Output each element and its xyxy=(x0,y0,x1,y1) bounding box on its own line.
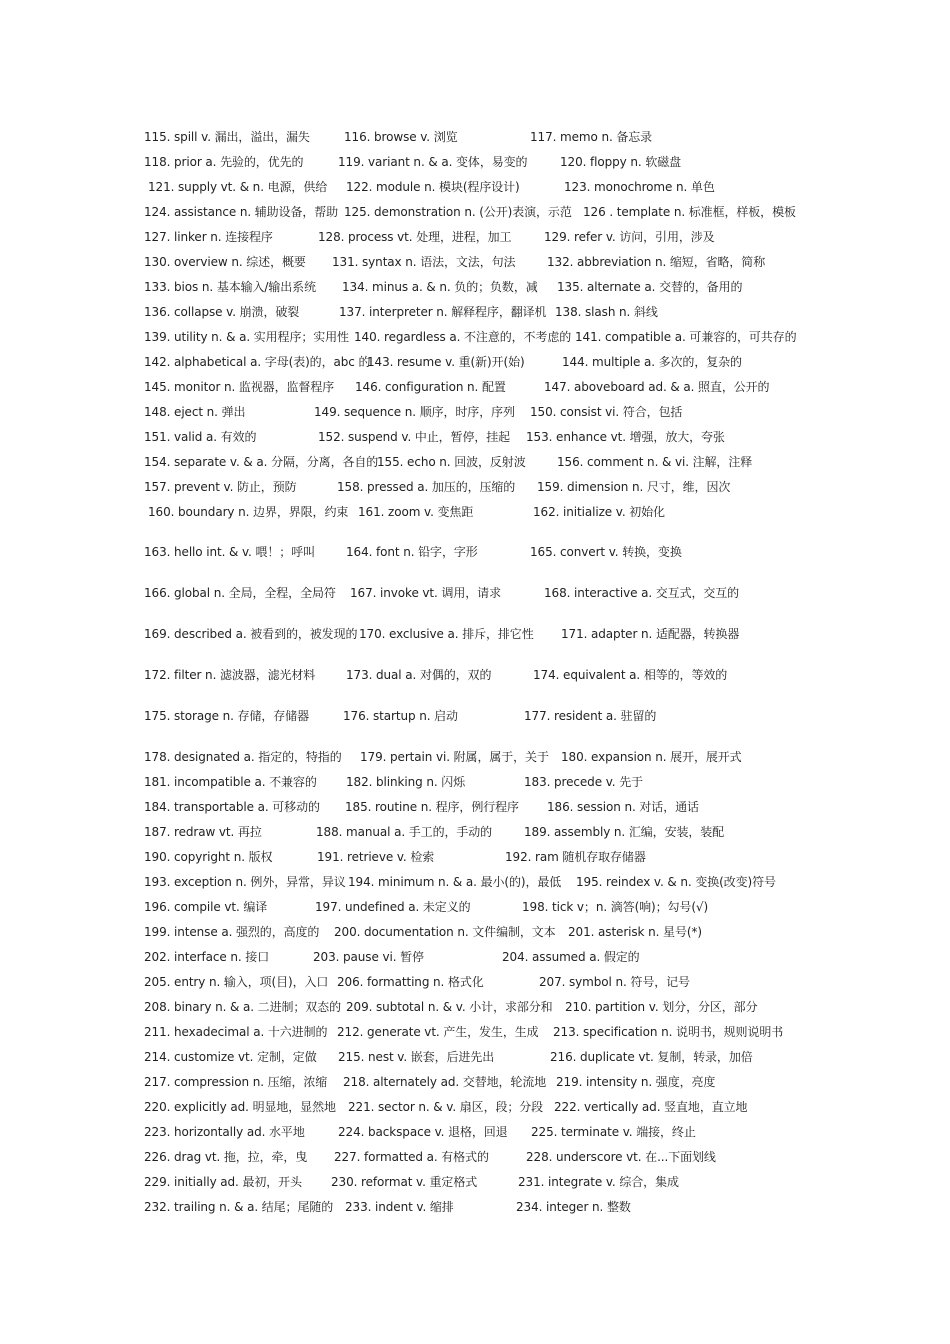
vocab-entry: 225. terminate v. 端接，终止 xyxy=(531,1125,696,1139)
vocab-line xyxy=(0,822,950,842)
vocab-entry: 134. minus a. & n. 负的；负数，减 xyxy=(342,280,538,294)
vocab-line xyxy=(0,452,950,472)
vocab-entry: 182. blinking n. 闪烁 xyxy=(346,775,466,789)
vocab-line xyxy=(0,1197,950,1217)
vocab-entry: 194. minimum n. & a. 最小(的)，最低 xyxy=(348,875,562,889)
vocab-entry: 125. demonstration n. (公开)表演，示范 xyxy=(344,205,572,219)
vocab-entry: 181. incompatible a. 不兼容的 xyxy=(144,775,317,789)
vocab-entry: 190. copyright n. 版权 xyxy=(144,850,273,864)
vocab-line xyxy=(0,302,950,322)
vocab-entry: 218. alternately ad. 交替地，轮流地 xyxy=(343,1075,547,1089)
vocab-entry: 229. initially ad. 最初，开头 xyxy=(144,1175,302,1189)
vocab-entry: 132. abbreviation n. 缩短，省略，简称 xyxy=(547,255,766,269)
vocab-entry: 180. expansion n. 展开，展开式 xyxy=(561,750,742,764)
vocab-entry: 139. utility n. & a. 实用程序；实用性 xyxy=(144,330,349,344)
vocab-entry: 228. underscore vt. 在...下面划线 xyxy=(526,1150,716,1164)
vocab-entry: 150. consist vi. 符合，包括 xyxy=(530,405,683,419)
vocab-line xyxy=(0,706,950,726)
vocab-entry: 216. duplicate vt. 复制，转录，加倍 xyxy=(550,1050,753,1064)
vocab-entry: 219. intensity n. 强度，亮度 xyxy=(556,1075,716,1089)
vocab-entry: 162. initialize v. 初始化 xyxy=(533,505,665,519)
vocab-entry: 195. reindex v. & n. 变换(改变)符号 xyxy=(576,875,776,889)
vocab-entry: 144. multiple a. 多次的，复杂的 xyxy=(562,355,742,369)
vocab-line xyxy=(0,252,950,272)
vocab-line xyxy=(0,502,950,522)
vocab-line xyxy=(0,872,950,892)
vocab-entry: 157. prevent v. 防止，预防 xyxy=(144,480,297,494)
vocab-entry: 196. compile vt. 编译 xyxy=(144,900,268,914)
vocab-line xyxy=(0,1147,950,1167)
vocab-entry: 156. comment n. & vi. 注解，注释 xyxy=(557,455,753,469)
vocab-entry: 148. eject n. 弹出 xyxy=(144,405,246,419)
vocab-entry: 222. vertically ad. 竖直地，直立地 xyxy=(554,1100,748,1114)
vocab-entry: 204. assumed a. 假定的 xyxy=(502,950,640,964)
vocab-line xyxy=(0,583,950,603)
vocab-entry: 193. exception n. 例外，异常，异议 xyxy=(144,875,346,889)
vocab-entry: 145. monitor n. 监视器，监督程序 xyxy=(144,380,335,394)
vocab-entry: 153. enhance vt. 增强，放大，夸张 xyxy=(526,430,725,444)
vocab-entry: 135. alternate a. 交替的，备用的 xyxy=(557,280,743,294)
vocab-line xyxy=(0,1022,950,1042)
vocab-line xyxy=(0,477,950,497)
vocab-entry: 211. hexadecimal a. 十六进制的 xyxy=(144,1025,328,1039)
vocab-entry: 116. browse v. 浏览 xyxy=(344,130,458,144)
vocab-line xyxy=(0,202,950,222)
vocab-entry: 117. memo n. 备忘录 xyxy=(530,130,653,144)
vocab-entry: 140. regardless a. 不注意的，不考虑的 xyxy=(354,330,572,344)
vocab-entry: 172. filter n. 滤波器，滤光材料 xyxy=(144,668,316,682)
vocab-entry: 130. overview n. 综述，概要 xyxy=(144,255,306,269)
vocab-entry: 128. process vt. 处理，进程，加工 xyxy=(318,230,512,244)
vocab-entry: 207. symbol n. 符号，记号 xyxy=(539,975,690,989)
vocab-entry: 129. refer v. 访问，引用，涉及 xyxy=(544,230,715,244)
vocab-line xyxy=(0,352,950,372)
vocab-entry: 231. integrate v. 综合，集成 xyxy=(518,1175,679,1189)
vocab-entry: 212. generate vt. 产生，发生，生成 xyxy=(337,1025,539,1039)
vocab-line xyxy=(0,947,950,967)
vocab-entry: 154. separate v. & a. 分隔，分离，各自的 xyxy=(144,455,379,469)
vocab-entry: 184. transportable a. 可移动的 xyxy=(144,800,320,814)
vocab-entry: 127. linker n. 连接程序 xyxy=(144,230,273,244)
vocab-entry: 200. documentation n. 文件编制，文本 xyxy=(334,925,556,939)
vocab-entry: 232. trailing n. & a. 结尾；尾随的 xyxy=(144,1200,334,1214)
vocab-line xyxy=(0,152,950,172)
vocab-entry: 197. undefined a. 未定义的 xyxy=(315,900,471,914)
vocab-entry: 188. manual a. 手工的，手动的 xyxy=(316,825,493,839)
vocab-entry: 203. pause vi. 暂停 xyxy=(313,950,424,964)
vocab-line xyxy=(0,177,950,197)
vocab-entry: 124. assistance n. 辅助设备，帮助 xyxy=(144,205,339,219)
vocab-line xyxy=(0,377,950,397)
vocab-line xyxy=(0,427,950,447)
vocab-line xyxy=(0,797,950,817)
vocab-line xyxy=(0,1172,950,1192)
vocab-entry: 136. collapse v. 崩溃，破裂 xyxy=(144,305,300,319)
vocab-entry: 191. retrieve v. 检索 xyxy=(317,850,435,864)
vocab-entry: 167. invoke vt. 调用，请求 xyxy=(350,586,501,600)
vocab-entry: 205. entry n. 输入，项(目)，入口 xyxy=(144,975,329,989)
vocab-entry: 160. boundary n. 边界，界限，约束 xyxy=(148,505,349,519)
vocab-line xyxy=(0,1122,950,1142)
vocab-entry: 177. resident a. 驻留的 xyxy=(524,709,657,723)
vocab-entry: 170. exclusive a. 排斥，排它性 xyxy=(359,627,534,641)
vocab-entry: 224. backspace v. 退格，回退 xyxy=(338,1125,508,1139)
vocab-entry: 234. integer n. 整数 xyxy=(516,1200,631,1214)
vocab-entry: 206. formatting n. 格式化 xyxy=(337,975,484,989)
vocab-entry: 178. designated a. 指定的，特指的 xyxy=(144,750,342,764)
vocab-entry: 176. startup n. 启动 xyxy=(343,709,458,723)
vocab-line xyxy=(0,665,950,685)
vocab-entry: 233. indent v. 缩排 xyxy=(345,1200,454,1214)
vocab-entry: 164. font n. 铅字，字形 xyxy=(346,545,478,559)
vocab-entry: 227. formatted a. 有格式的 xyxy=(334,1150,489,1164)
vocab-entry: 126 . template n. 标准框，样板，模板 xyxy=(583,205,796,219)
vocab-entry: 133. bios n. 基本输入/输出系统 xyxy=(144,280,316,294)
vocab-entry: 223. horizontally ad. 水平地 xyxy=(144,1125,305,1139)
vocab-entry: 202. interface n. 接口 xyxy=(144,950,270,964)
vocab-entry: 146. configuration n. 配置 xyxy=(355,380,506,394)
vocab-line xyxy=(0,772,950,792)
vocab-entry: 119. variant n. & a. 变体，易变的 xyxy=(338,155,528,169)
vocab-entry: 152. suspend v. 中止，暂停，挂起 xyxy=(318,430,511,444)
vocab-entry: 159. dimension n. 尺寸，维，因次 xyxy=(537,480,731,494)
vocab-entry: 221. sector n. & v. 扇区，段；分段 xyxy=(348,1100,544,1114)
vocab-entry: 179. pertain vi. 附属，属于，关于 xyxy=(360,750,549,764)
vocab-entry: 217. compression n. 压缩，浓缩 xyxy=(144,1075,328,1089)
vocab-line xyxy=(0,327,950,347)
vocab-entry: 163. hello int. & v. 喂！；呼叫 xyxy=(144,545,315,559)
vocab-entry: 226. drag vt. 拖，拉，牵，曳 xyxy=(144,1150,308,1164)
vocab-line xyxy=(0,227,950,247)
vocab-line xyxy=(0,922,950,942)
vocab-entry: 168. interactive a. 交互式，交互的 xyxy=(544,586,740,600)
vocab-entry: 149. sequence n. 顺序，时序，序列 xyxy=(314,405,515,419)
vocab-entry: 209. subtotal n. & v. 小计，求部分和 xyxy=(346,1000,553,1014)
vocab-entry: 120. floppy n. 软磁盘 xyxy=(560,155,682,169)
vocab-entry: 122. module n. 模块(程序设计) xyxy=(346,180,520,194)
vocab-entry: 198. tick v；n. 滴答(响)；勾号(√) xyxy=(522,900,709,914)
vocab-entry: 161. zoom v. 变焦距 xyxy=(358,505,474,519)
vocab-entry: 118. prior a. 先验的，优先的 xyxy=(144,155,304,169)
vocab-line xyxy=(0,1072,950,1092)
vocab-entry: 185. routine n. 程序，例行程序 xyxy=(345,800,519,814)
vocab-entry: 173. dual a. 对偶的，双的 xyxy=(346,668,492,682)
vocab-line xyxy=(0,1097,950,1117)
vocab-line xyxy=(0,897,950,917)
vocab-entry: 169. described a. 被看到的，被发现的 xyxy=(144,627,358,641)
vocab-line xyxy=(0,624,950,644)
vocab-entry: 115. spill v. 漏出，溢出，漏失 xyxy=(144,130,310,144)
vocab-entry: 213. specification n. 说明书，规则说明书 xyxy=(553,1025,784,1039)
vocab-entry: 165. convert v. 转换，变换 xyxy=(530,545,682,559)
vocab-entry: 121. supply vt. & n. 电源，供给 xyxy=(148,180,328,194)
vocab-entry: 183. precede v. 先于 xyxy=(524,775,643,789)
vocab-entry: 192. ram 随机存取存储器 xyxy=(505,850,646,864)
vocab-entry: 143. resume v. 重(新)开(始) xyxy=(367,355,525,369)
vocab-entry: 208. binary n. & a. 二进制；双态的 xyxy=(144,1000,341,1014)
vocab-entry: 210. partition v. 划分，分区，部分 xyxy=(565,1000,758,1014)
vocab-line xyxy=(0,847,950,867)
vocab-line xyxy=(0,1047,950,1067)
vocab-entry: 151. valid a. 有效的 xyxy=(144,430,257,444)
vocab-entry: 187. redraw vt. 再拉 xyxy=(144,825,262,839)
vocab-entry: 142. alphabetical a. 字母(表)的，abc 的 xyxy=(144,355,371,369)
vocab-entry: 214. customize vt. 定制，定做 xyxy=(144,1050,317,1064)
vocab-entry: 147. aboveboard ad. & a. 照直，公开的 xyxy=(544,380,770,394)
vocab-line xyxy=(0,402,950,422)
vocab-entry: 215. nest v. 嵌套，后进先出 xyxy=(338,1050,495,1064)
vocab-entry: 138. slash n. 斜线 xyxy=(555,305,658,319)
vocab-entry: 171. adapter n. 适配器，转换器 xyxy=(561,627,740,641)
vocab-entry: 155. echo n. 回波，反射波 xyxy=(377,455,526,469)
vocab-line xyxy=(0,972,950,992)
vocab-entry: 166. global n. 全局，全程，全局符 xyxy=(144,586,336,600)
vocab-entry: 220. explicitly ad. 明显地，显然地 xyxy=(144,1100,336,1114)
vocab-entry: 174. equivalent a. 相等的，等效的 xyxy=(533,668,728,682)
vocab-line xyxy=(0,542,950,562)
vocab-line xyxy=(0,997,950,1017)
vocab-line xyxy=(0,277,950,297)
vocab-line xyxy=(0,127,950,147)
vocab-entry: 230. reformat v. 重定格式 xyxy=(331,1175,478,1189)
vocab-entry: 158. pressed a. 加压的，压缩的 xyxy=(337,480,516,494)
vocab-entry: 131. syntax n. 语法，文法，句法 xyxy=(332,255,516,269)
vocab-entry: 175. storage n. 存储，存储器 xyxy=(144,709,309,723)
vocab-entry: 201. asterisk n. 星号(*) xyxy=(568,925,702,939)
vocab-entry: 137. interpreter n. 解释程序，翻译机 xyxy=(339,305,547,319)
vocab-entry: 141. compatible a. 可兼容的，可共存的 xyxy=(575,330,797,344)
vocab-entry: 189. assembly n. 汇编，安装，装配 xyxy=(524,825,725,839)
vocab-entry: 199. intense a. 强烈的，高度的 xyxy=(144,925,320,939)
vocab-entry: 186. session n. 对话，通话 xyxy=(547,800,699,814)
vocab-line xyxy=(0,747,950,767)
vocab-entry: 123. monochrome n. 单色 xyxy=(564,180,715,194)
